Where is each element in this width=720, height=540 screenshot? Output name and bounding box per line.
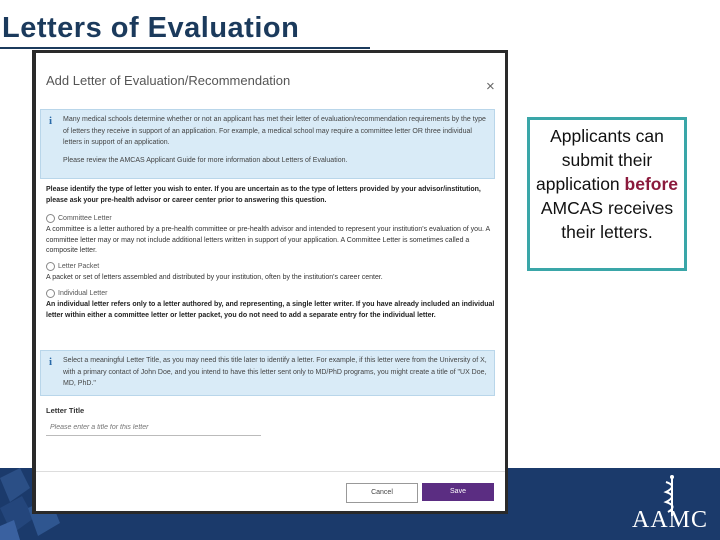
cancel-button[interactable]: Cancel: [346, 483, 418, 503]
option-individual-letter[interactable]: [46, 289, 107, 298]
callout-text-end: AMCAS receives their letters.: [540, 198, 674, 242]
letter-title-input[interactable]: [46, 419, 261, 436]
option-individual-label: Individual Letter: [58, 290, 108, 297]
title-underline: [0, 47, 370, 49]
info-box-requirements: [40, 109, 495, 179]
close-icon[interactable]: ×: [486, 78, 495, 95]
letter-title-label: Letter Title: [46, 406, 85, 415]
option-letter-packet[interactable]: [46, 262, 99, 271]
identify-instructions: Please identify the type of letter you wish to enter. If you are uncertain as to the type of letters provided by your advisor/institution, please ask your pre-health advisor or career center prior to answering this question.: [46, 186, 481, 204]
callout-emphasis: before: [624, 174, 679, 194]
callout-box: [527, 117, 687, 271]
slide-title: Letters of Evaluation: [2, 12, 300, 44]
aamc-logo: [624, 474, 714, 536]
radio-letter-packet[interactable]: [46, 262, 55, 271]
info-icon: i: [49, 356, 53, 368]
info-guide-text: Please review the AMCAS Applicant Guide for more information about Letters of Evaluation.: [63, 156, 348, 164]
radio-committee-letter[interactable]: [46, 214, 55, 223]
option-packet-label: Letter Packet: [58, 263, 100, 270]
info-requirements-text: Many medical schools determine whether or not an applicant has met their letter of evaluation/recommendation requirements by the type of letters they receive in support of an application. For example, a medical school may require a committee letter OR three individual letters in support of an application.: [63, 116, 486, 146]
info-box-letter-title: [40, 350, 495, 396]
radio-individual-letter[interactable]: [46, 289, 55, 298]
modal-title: Add Letter of Evaluation/Recommendation: [46, 73, 291, 88]
add-letter-modal: [36, 53, 505, 511]
callout-text-start: Applicants can submit their application: [535, 126, 664, 194]
info-icon: i: [49, 115, 53, 127]
option-committee-label: Committee Letter: [58, 215, 112, 222]
option-packet-description: A packet or set of letters assembled and distributed by your institution, often by the institution's career center.: [46, 274, 383, 281]
info-letter-title-text: Select a meaningful Letter Title, as you may need this title later to identify a letter. For example, if this letter were from the University of X, with a primary contact of John Doe, and you intend to have this letter sent only to MD/PhD programs, you might create a title of "UX Doe, MD, PhD.": [63, 357, 487, 387]
option-committee-description: A committee is a letter authored by a pre-health committee or pre-health advisor and intended to represent your institution's evaluation of you. A committee letter may or may not include additional letters written in support of your application. A Committee Letter is sometimes called a composite letter.: [46, 226, 490, 254]
option-individual-description: An individual letter refers only to a letter authored by, and representing, a single letter writer. If you have already included an individual letter within either a committee letter or letter packet, you do not need to add a separate entry for the individual letter.: [46, 301, 495, 319]
logo-text: AAMC: [632, 507, 709, 533]
save-button[interactable]: Save: [422, 483, 494, 501]
modal-footer-divider: [36, 471, 505, 472]
option-committee-letter[interactable]: [46, 214, 112, 223]
